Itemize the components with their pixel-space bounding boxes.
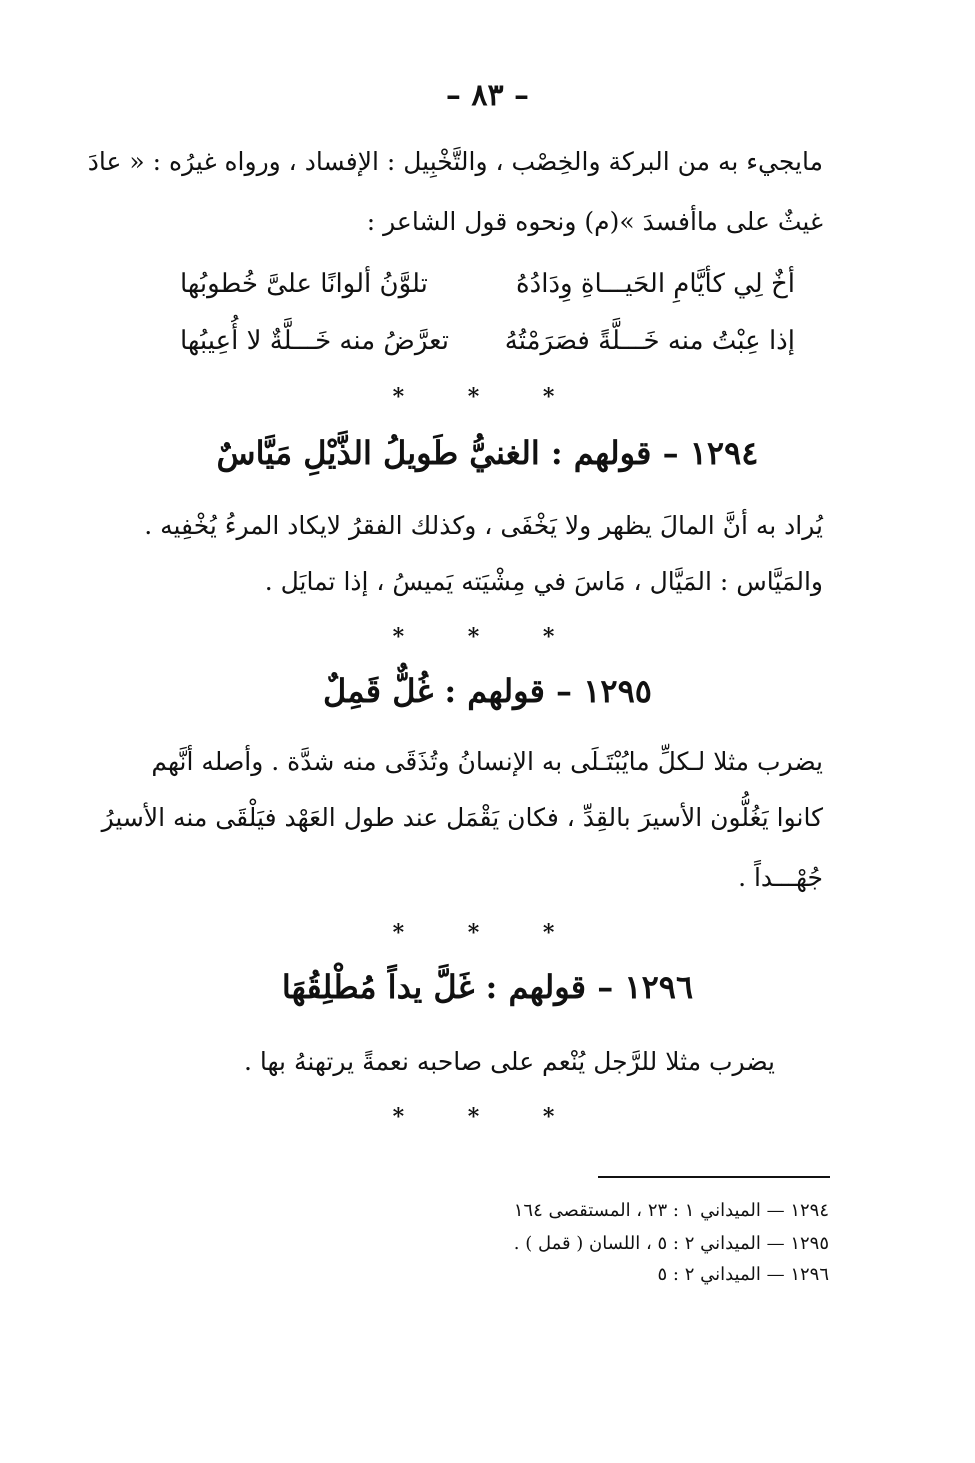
intro-line-2: غيثٌ على ماأفسدَ »(م) ونحوه قول الشاعر : <box>366 207 823 236</box>
entry-1296-line-1: يضرب مثلا للرَّجل يُنْعم على صاحبه نعمةً يرتهنهُ بها . <box>244 1047 775 1076</box>
separator-stars: * * * <box>392 920 583 946</box>
separator-stars: * * * <box>392 384 583 410</box>
separator-stars: * * * <box>392 624 583 650</box>
entry-1294-line-2: والمَيَّاس : المَيَّال ، مَاسَ في مِشْيَته يَميسُ ، إذا تمايَل . <box>264 567 823 596</box>
entry-1294-line-1: يُراد به أنَّ المالَ يظهر ولا يَخْفَى ، وكذلك الفقرُ لايكاد المرءُ يُخْفِيه . <box>144 511 823 540</box>
entry-heading-1295: ١٢٩٥ – قولهم : غُلٌّ قَمِلٌ <box>323 672 652 710</box>
footnote-divider <box>598 1176 830 1178</box>
entry-heading-1296: ١٢٩٦ – قولهم : غَلَّ يداً مُطْلِقُهَا <box>281 968 694 1006</box>
page-number: – ٨٣ – <box>445 78 530 113</box>
entry-1295-line-3: جُهْـــداً . <box>738 863 823 892</box>
verse-2-second-hemistich: تعرَّضُ منه خَـــلَّةٌ لا أُعِيبُها <box>180 326 449 356</box>
separator-stars: * * * <box>392 1104 583 1130</box>
entry-1295-line-1: يضرب مثلا لـكلِّ مايُبْتَـلَى به الإنسانُ وتُذَقَى منه شدَّة . وأصله أنَّهم <box>151 747 823 776</box>
intro-line-1: مايجيء به من البركة والخِصْب ، والتَّخْبِيل : الإفساد ، ورواه غيرُه : « عادَ <box>87 147 823 176</box>
entry-1295-line-2: كانوا يَغُلُّون الأسيرَ بالقِدِّ ، فكان يَقْمَل عند طول العَهْد فيَلْقَى منه الأسيرُ <box>101 803 823 832</box>
entry-heading-1294: ١٢٩٤ – قولهم : الغنيُّ طَويلُ الذَّيْلِ مَيَّاسٌ <box>216 434 759 472</box>
verse-1-first-hemistich: أخٌ لِي كأيَّامِ الحَيـــاةِ وِدَادُهُ <box>516 269 795 299</box>
footnote-1296: ١٢٩٦ — الميداني ٢ : ٥ <box>657 1264 829 1285</box>
verse-1-second-hemistich: تلوَّنُ ألوانًا علىَّ خُطوبُها <box>180 269 428 299</box>
footnote-1295: ١٢٩٥ — الميداني ٢ : ٥ ، اللسان ( قمل ) . <box>513 1233 829 1254</box>
verse-2-first-hemistich: إذا عِبْتُ منه خَـــلَّةً فصَرَمْتُهُ <box>504 326 795 356</box>
footnote-1294: ١٢٩٤ — الميداني ١ : ٢٣ ، المستقصى ١٦٤ <box>513 1200 829 1221</box>
